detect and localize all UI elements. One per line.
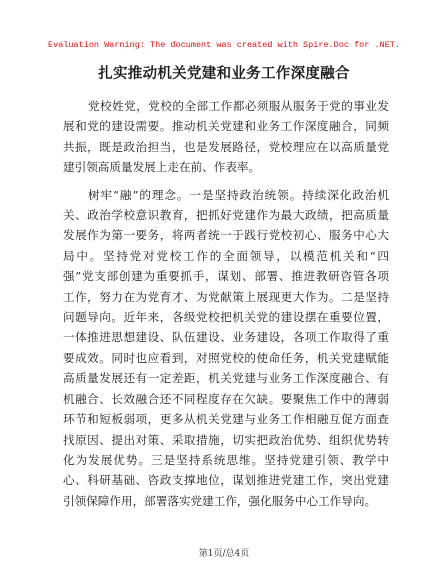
- text-line: 局中。坚持党对党校工作的全面领导，以模范机关和“四: [63, 248, 389, 263]
- text-line: 环节和短板弱项，更多从机关党建与业务工作相融互促方面查: [63, 412, 389, 427]
- text-line: 发展作为第一要务，将两者统一于践行党校初心、服务中心大: [63, 228, 389, 243]
- text-line: 心、科研基础、咨政支撑地位，谋划推进党建工作，突出党建: [63, 473, 389, 488]
- text-line: 找原因、提出对策、采取措施，切实把政治优势、组织优势转: [63, 432, 389, 447]
- text-line: 强”党支部创建为重要抓手，谋划、部署、推进教研咨管各项: [63, 269, 389, 284]
- text-line: 关、政治学校意识教育，把抓好党建作为最大政绩，把高质量: [63, 208, 389, 223]
- text-line: 展和党的建设需要。推动机关党建和业务工作深度融合，同频: [63, 119, 389, 134]
- text-line: 要成效。同时也应看到，对照党校的使命任务，机关党建赋能: [63, 350, 389, 365]
- text-line: 党校姓党，党校的全部工作都必须服从服务于党的事业发: [88, 99, 389, 113]
- text-line: 工作，努力在为党育才、为党献策上展现更大作为。二是坚持: [63, 289, 389, 304]
- evaluation-warning: Evaluation Warning: The document was created with Spire.Doc for .NET.: [48, 40, 400, 50]
- paragraph: [63, 96, 389, 178]
- text-line: 建引领高质量发展上走在前、作表率。: [63, 160, 261, 175]
- text-line: 机融合、长效融合还不同程度存在欠缺。要聚焦工作中的薄弱: [63, 391, 389, 406]
- text-line: 化为发展优势。三是坚持系统思维。坚持党建引领、教学中: [63, 452, 389, 467]
- text-line: 树牢“融”的理念。一是坚持政治统领。持续深化政治机: [88, 187, 389, 202]
- text-line: 问题导向。近年来，各级党校把机关党的建设摆在重要位置，: [63, 310, 389, 325]
- text-line: 共振，既是政治担当，也是发展路径，党校理应在以高质量党: [63, 139, 389, 154]
- document-title: 扎实推动机关党建和业务工作深度融合: [98, 66, 350, 82]
- paragraph: [63, 185, 389, 512]
- text-line: 引领保障作用，部署落实党建工作，强化服务中心工作导向。: [63, 493, 377, 508]
- document-body: [63, 96, 389, 511]
- text-line: 高质量发展还有一定差距，机关党建与业务工作深度融合、有: [63, 371, 389, 386]
- text-line: 一体推进思想建设、队伍建设、业务建设，各项工作取得了重: [63, 330, 389, 345]
- page-footer: 第1页/总4页: [198, 549, 250, 559]
